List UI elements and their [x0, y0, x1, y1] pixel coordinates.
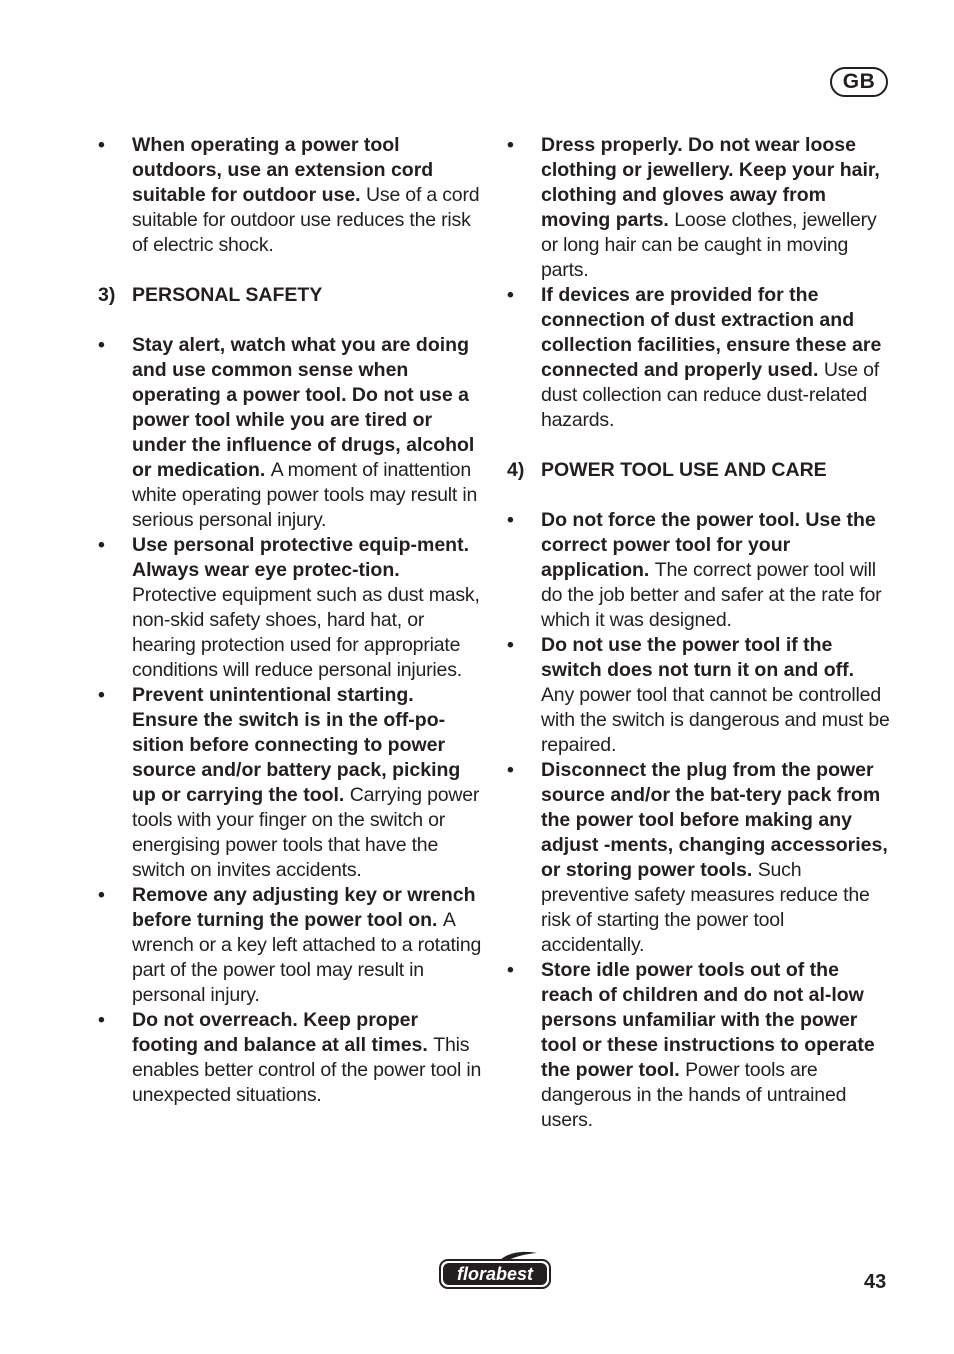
bullet: • — [507, 134, 514, 156]
bullet: • — [98, 884, 105, 906]
list-item — [98, 533, 482, 683]
list-item — [98, 1008, 482, 1108]
section-heading — [507, 458, 891, 483]
item-bold-text: Dress properly. Do not wear loose clothing or jewellery. Keep your hair, clothing and gloves away from moving parts. — [541, 134, 880, 231]
item-text: Loose clothes, jewellery or long hair can be caught in moving parts. — [541, 209, 877, 281]
bullet: • — [98, 1009, 105, 1031]
item-text: The correct power tool will do the job better and safer at the rate for which it was designed. — [541, 559, 882, 631]
bullet: • — [507, 759, 514, 781]
item-text: Such preventive safety measures reduce the risk of starting the power tool accidentally. — [541, 859, 870, 956]
item-text: A moment of inattention white operating power tools may result in serious personal injury. — [132, 459, 478, 531]
list-item — [98, 133, 482, 258]
list-item — [98, 333, 482, 533]
left-column — [98, 133, 482, 1108]
list-item — [507, 283, 891, 433]
item-bold-text: Disconnect the plug from the power source and/or the bat-tery pack from the power tool before making any adjust -ments, changing accessories, or storing power tools. — [541, 759, 888, 881]
list-item — [98, 883, 482, 1008]
list-item — [507, 633, 891, 758]
bullet: • — [507, 959, 514, 981]
item-text: This enables better control of the power tool in unexpected situations. — [132, 1034, 482, 1106]
item-text: Carrying power tools with your finger on the switch or energising power tools that have the switch on invites accidents. — [132, 784, 480, 881]
language-badge: GB — [830, 67, 888, 97]
right-column — [507, 133, 891, 1133]
section-title: POWER TOOL USE AND CARE — [541, 459, 827, 481]
list-item — [507, 133, 891, 283]
logo-text: florabest — [456, 1264, 534, 1284]
list-item — [98, 683, 482, 883]
item-bold-text: Prevent unintentional starting. Ensure the switch is in the off-po-sition before connecting to power source and/or battery pack, picking up or carrying the tool. — [132, 684, 461, 806]
item-text: Power tools are dangerous in the hands of untrained users. — [541, 1059, 847, 1131]
item-bold-text: If devices are provided for the connection of dust extraction and collection facilities, ensure these are connected and properly used. — [541, 284, 882, 381]
florabest-logo — [439, 1251, 551, 1289]
item-bold-text: Do not overreach. Keep proper footing and balance at all times. — [132, 1009, 428, 1056]
item-bold-text: Use personal protective equip-ment. Always wear eye protec-tion. — [132, 534, 469, 581]
bullet: • — [98, 534, 105, 556]
item-text: Any power tool that cannot be controlled with the switch is dangerous and must be repaired. — [541, 684, 890, 756]
list-item — [507, 958, 891, 1133]
section-title: PERSONAL SAFETY — [132, 284, 323, 306]
bullet: • — [507, 284, 514, 306]
section-heading — [98, 283, 482, 308]
list-item — [507, 508, 891, 633]
item-bold-text: When operating a power tool outdoors, use an extension cord suitable for outdoor use. — [132, 134, 434, 206]
item-text: Use of a cord suitable for outdoor use reduces the risk of electric shock. — [132, 184, 480, 256]
section-number: 4) — [507, 459, 525, 481]
bullet: • — [98, 334, 105, 356]
bullet: • — [507, 509, 514, 531]
item-text: Use of dust collection can reduce dust-related hazards. — [541, 359, 879, 431]
item-text: A wrench or a key left attached to a rotating part of the power tool may result in personal injury. — [132, 909, 482, 1006]
bullet: • — [98, 684, 105, 706]
page-number: 43 — [864, 1271, 887, 1293]
item-bold-text: Do not use the power tool if the switch does not turn it on and off. — [541, 634, 855, 681]
item-text: Protective equipment such as dust mask, non-skid safety shoes, hard hat, or hearing protection used for appropriate conditions will reduce personal injuries. — [132, 584, 480, 681]
bullet: • — [507, 634, 514, 656]
bullet: • — [98, 134, 105, 156]
section-number: 3) — [98, 284, 116, 306]
item-bold-text: Stay alert, watch what you are doing and use common sense when operating a power tool. Do not use a power tool while you are tired or under the influence of drugs, alcohol or medication. — [132, 334, 475, 481]
item-bold-text: Remove any adjusting key or wrench before turning the power tool on. — [132, 884, 476, 931]
list-item — [507, 758, 891, 958]
item-bold-text: Do not force the power tool. Use the correct power tool for your application. — [541, 509, 876, 581]
item-bold-text: Store idle power tools out of the reach of children and do not al-low persons unfamiliar with the power tool or these instructions to operate the power tool. — [541, 959, 875, 1081]
